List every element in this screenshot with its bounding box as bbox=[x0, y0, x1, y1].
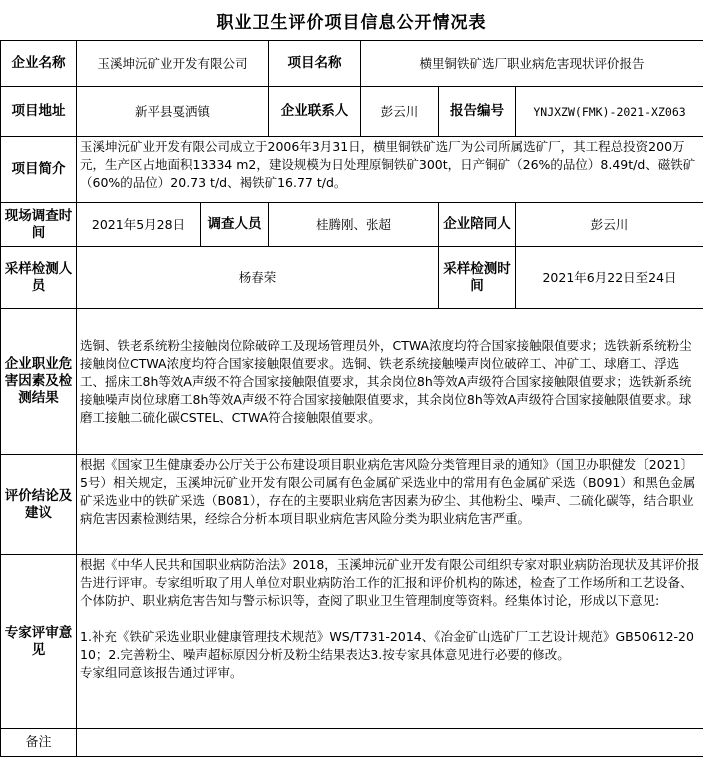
label-sampling-time: 采样检测时间 bbox=[439, 247, 516, 309]
row-expert bbox=[1, 555, 703, 729]
label-expert-opinion: 专家评审意见 bbox=[1, 555, 77, 729]
value-company-escort: 彭云川 bbox=[516, 203, 703, 247]
value-survey-time: 2021年5月28日 bbox=[77, 203, 201, 247]
value-project-address: 新平县戛洒镇 bbox=[77, 87, 269, 137]
value-sampling-time: 2021年6月22日至24日 bbox=[516, 247, 703, 309]
row-survey bbox=[1, 203, 703, 247]
row-intro bbox=[1, 137, 703, 203]
label-company-escort: 企业陪同人 bbox=[439, 203, 516, 247]
value-hazard-results: 选铜、铁老系统粉尘接触岗位除破碎工及现场管理员外，CTWA浓度均符合国家接触限值要求；选铁新系统粉尘接触岗位CTWA浓度均符合国家接触限值要求。选铜、铁老系统接触噪声岗位破碎工、冲矿工、球磨工、浮选工、摇床工8h等效A声级不符合国家接触限值要求，其余岗位8h等效A声级符合国家接触限值要求；选铁新系统接触噪声岗位球磨工8h等效A声级不符合国家接触限值要求，其余岗位8h等效A声级符合国家接触限值要求。球磨工接触二硫化碳CSTEL、CTWA符合接触限值要求。 bbox=[77, 309, 703, 455]
row-hazard bbox=[1, 309, 703, 455]
label-survey-time: 现场调查时间 bbox=[1, 203, 77, 247]
value-expert-opinion: 根据《中华人民共和国职业病防治法》2018，玉溪坤沅矿业开发有限公司组织专家对职业病防治现状及其评价报告进行评审。专家组听取了用人单位对职业病防治工作的汇报和评价机构的陈述，检查了工作场所和工艺设备、个体防护、职业病危害告知与警示标识等，查阅了职业卫生管理制度等资料。经集体讨论，形成以下意见: 1.补充《铁矿采选业职业健康管理技术规范》WS/T731-2014、《冶金矿山选矿厂工艺设计规范》GB50612-2010；2.完善粉尘、噪声超标原因分析及粉尘结果表达3.按专家具体意见进行必要的修改。 专家组同意该报告通过评审。 bbox=[77, 555, 703, 729]
label-company-contact: 企业联系人 bbox=[269, 87, 361, 137]
row-remarks bbox=[1, 729, 703, 757]
value-conclusion: 根据《国家卫生健康委办公厅关于公布建设项目职业病危害风险分类管理目录的通知》（国卫办职健发〔2021〕5号）相关规定，玉溪坤沅矿业开发有限公司属有色金属矿采选业中的常用有色金属矿采选（B091）和黑色金属矿采选业中的铁矿采选（B081），存在的主要职业病危害因素为矽尘、其他粉尘、噪声、二硫化碳等，结合职业病危害因素检测结果，经综合分析本项目职业病危害风险分类为职业病危害严重。 bbox=[77, 455, 703, 555]
label-investigators: 调查人员 bbox=[201, 203, 269, 247]
value-sampling-staff: 杨春荣 bbox=[77, 247, 439, 309]
label-project-name: 项目名称 bbox=[269, 41, 361, 87]
row-sampling bbox=[1, 247, 703, 309]
value-project-intro: 玉溪坤沅矿业开发有限公司成立于2006年3月31日，横里铜铁矿选厂为公司所属选矿厂，其工程总投资200万元，生产区占地面积13334 m2，建设规模为日处理原铜铁矿300t，日产铜矿（26%的品位）8.49t/d、磁铁矿（60%的品位）20.73 t/d、褐铁矿16.77 t/d。 bbox=[77, 137, 703, 203]
value-investigators: 桂腾刚、张超 bbox=[269, 203, 439, 247]
value-project-name: 横里铜铁矿选厂职业病危害现状评价报告 bbox=[361, 41, 703, 87]
label-hazard-results: 企业职业危害因素及检测结果 bbox=[1, 309, 77, 455]
label-project-address: 项目地址 bbox=[1, 87, 77, 137]
label-sampling-staff: 采样检测人员 bbox=[1, 247, 77, 309]
label-company-name: 企业名称 bbox=[1, 41, 77, 87]
value-company-contact: 彭云川 bbox=[361, 87, 439, 137]
label-project-intro: 项目简介 bbox=[1, 137, 77, 203]
value-report-number: YNJXZW(FMK)-2021-XZ063 bbox=[516, 87, 703, 137]
row-company bbox=[1, 41, 703, 87]
info-table bbox=[0, 40, 703, 757]
label-report-number: 报告编号 bbox=[439, 87, 516, 137]
value-company-name: 玉溪坤沅矿业开发有限公司 bbox=[77, 41, 269, 87]
label-conclusion: 评价结论及建议 bbox=[1, 455, 77, 555]
label-remarks: 备注 bbox=[1, 729, 77, 757]
row-conclusion bbox=[1, 455, 703, 555]
value-remarks bbox=[77, 729, 703, 757]
page-title: 职业卫生评价项目信息公开情况表 bbox=[216, 12, 487, 33]
row-address bbox=[1, 87, 703, 137]
